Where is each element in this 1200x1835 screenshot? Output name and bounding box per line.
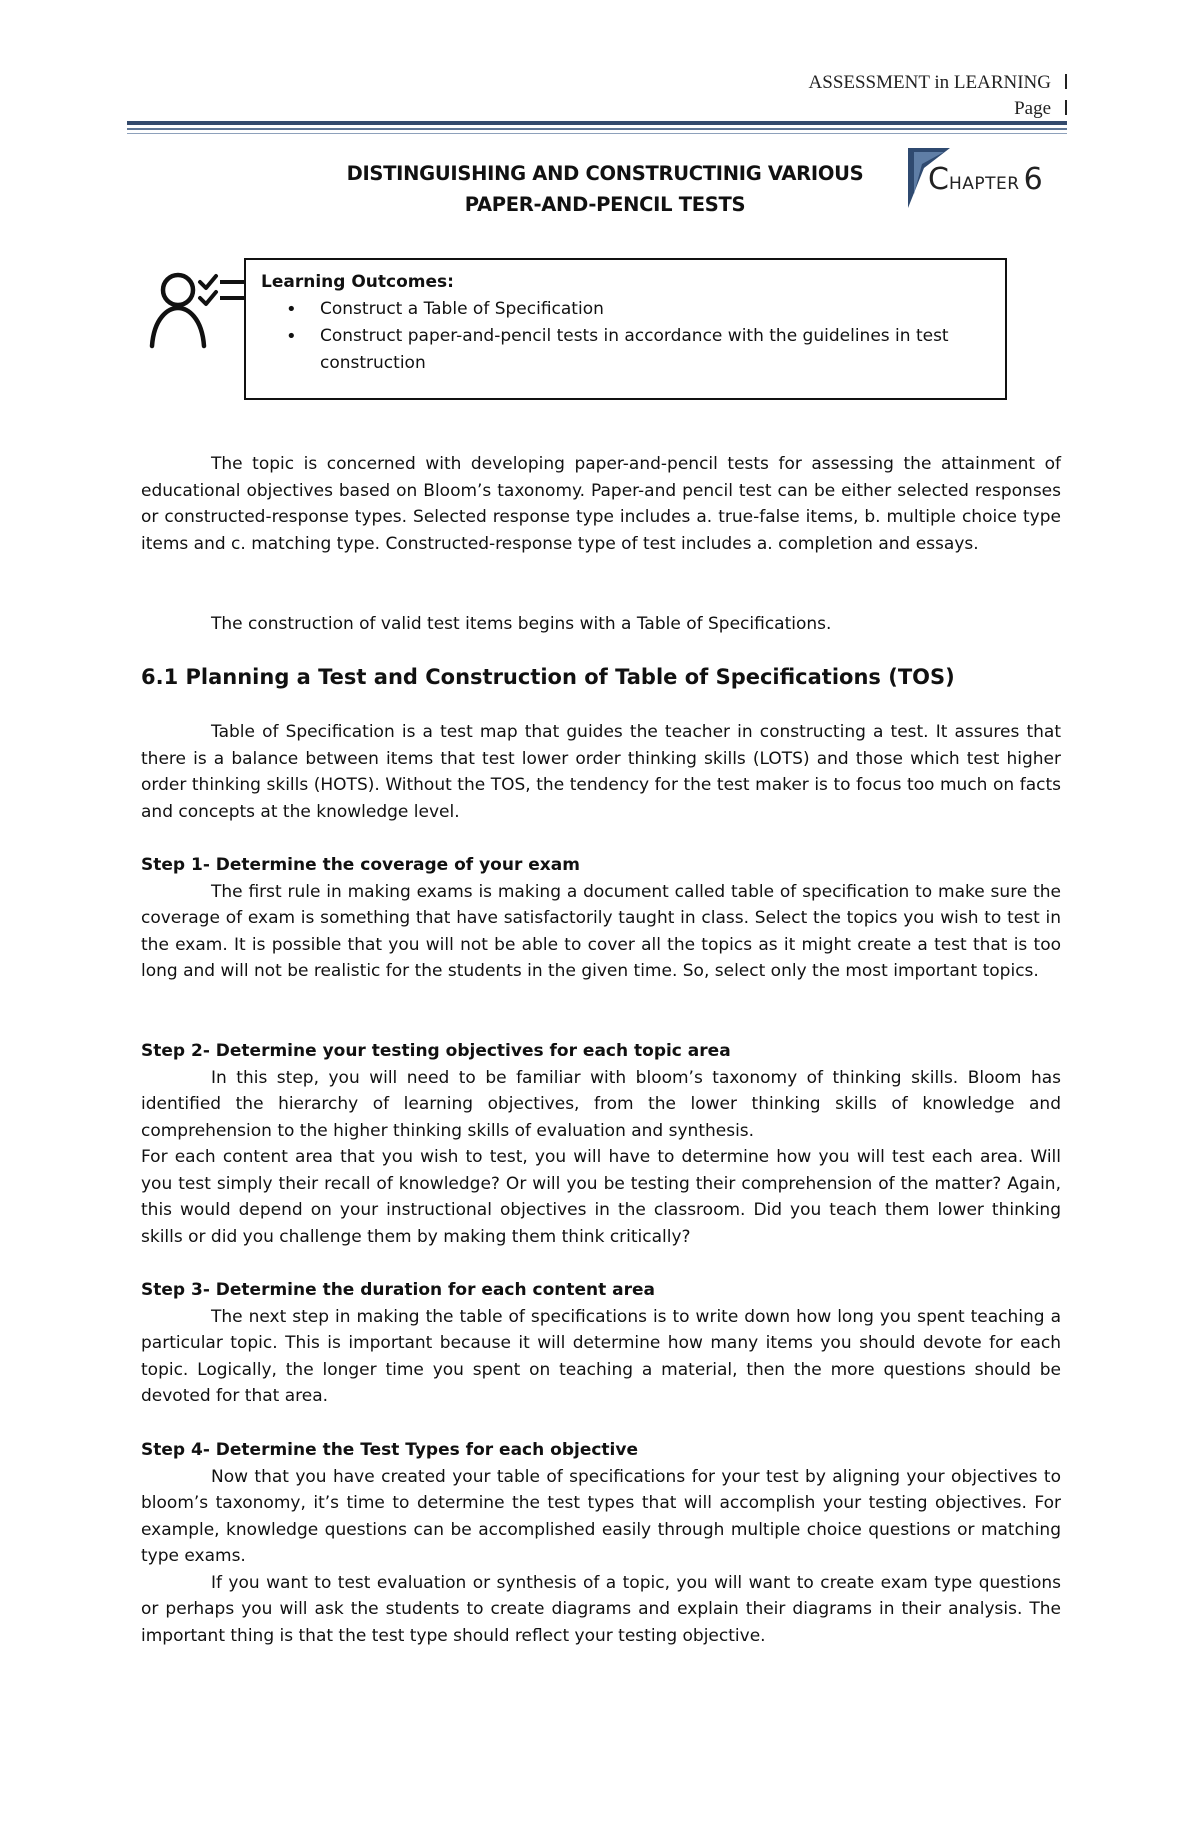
step-paragraph: If you want to test evaluation or synthesis of a topic, you will want to create exam type questions or perhaps you will ask the students to create diagrams and explain their diagrams in their analysis. The important thing is that the test type should reflect your testing objective.	[141, 1572, 1061, 1646]
step-4	[141, 1437, 1061, 1649]
chapter-number: 6	[1023, 162, 1043, 197]
step-heading: Step 4- Determine the Test Types for each objective	[141, 1440, 638, 1460]
running-header	[809, 70, 1067, 122]
step-3	[141, 1277, 1061, 1410]
intro-paragraph: The topic is concerned with developing paper-and-pencil tests for assessing the attainment of educational objectives based on Bloom’s taxonomy. Paper-and pencil test can be either selected responses or constructed-response types. Selected response type includes a. true-false items, b. multiple choice type items and c. matching type. Constructed-response type of test includes a. completion and essays.	[141, 454, 1061, 554]
section-paragraph: Table of Specification is a test map that guides the teacher in constructing a test. It assures that there is a balance between items that test lower order thinking skills (LOTS) and those which test higher order thinking skills (HOTS). Without the TOS, the tendency for the test maker is to focus too much on facts and concepts at the knowledge level.	[141, 722, 1061, 822]
header-bar	[1065, 74, 1067, 89]
chapter-title-line1: DISTINGUISHING AND CONSTRUCTINIG VARIOUS	[346, 162, 864, 185]
step-heading: Step 2- Determine your testing objectives for each topic area	[141, 1041, 731, 1061]
step-heading: Step 3- Determine the duration for each content area	[141, 1280, 656, 1300]
step-1	[141, 852, 1061, 985]
page-label: Page	[1014, 98, 1051, 119]
header-rule-thin	[127, 133, 1067, 134]
course-title: ASSESSMENT in LEARNING	[808, 72, 1051, 93]
step-heading: Step 1- Determine the coverage of your exam	[141, 855, 580, 875]
page-bar	[1065, 100, 1067, 115]
header-rule-thick	[127, 121, 1067, 125]
chapter-rest: HAPTER	[948, 174, 1020, 194]
chapter-badge	[900, 146, 1050, 210]
learning-outcome-item: • Construct a Table of Specification	[320, 296, 991, 323]
step-paragraph: The first rule in making exams is making a document called table of specification to make sure the coverage of exam is something that have satisfactorily taught in class. Select the topics you wish to test in the exam. It is possible that you will not be able to cover all the topics as it might create a test that is too long and will not be realistic for the students in the given time. So, select only the most important topics.	[141, 881, 1061, 981]
chapter-title	[300, 158, 910, 220]
learning-outcomes-box	[244, 258, 1007, 400]
section-heading: 6.1 Planning a Test and Construction of Table of Specifications (TOS)	[141, 665, 955, 689]
chapter-title-line2: PAPER-AND-PENCIL TESTS	[464, 193, 746, 216]
learning-outcomes-list	[261, 296, 991, 377]
chapter-initial: C	[928, 162, 949, 197]
chapter-label	[928, 162, 1043, 197]
intro-paragraph-tos: The construction of valid test items begins with a Table of Specifications.	[211, 614, 832, 634]
step-paragraph: The next step in making the table of specifications is to write down how long you spent teaching a particular topic. This is important because it will determine how many items you should devote for each topic. Logically, the longer time you spent on teaching a material, then the more questions should be devoted for that area.	[141, 1306, 1061, 1406]
step-paragraph: For each content area that you wish to test, you will have to determine how you will test each area. Will you test simply their recall of knowledge? Or will you be testing their comprehension of the matter? Again, this would depend on your instructional objectives in the classroom. Did you teach them lower thinking skills or did you challenge them by making them think critically?	[141, 1147, 1061, 1247]
step-paragraph: Now that you have created your table of specifications for your test by aligning your objectives to bloom’s taxonomy, it’s time to determine the test types that will accomplish your testing objectives. For example, knowledge questions can be accomplished easily through multiple choice questions or matching type exams.	[141, 1466, 1061, 1566]
learning-outcomes-label: Learning Outcomes:	[261, 272, 454, 292]
step-2	[141, 1038, 1061, 1250]
learner-checklist-icon	[148, 268, 248, 354]
learning-outcome-item: • Construct paper-and-pencil tests in accordance with the guidelines in test construction	[320, 323, 991, 377]
header-rule-medium	[127, 128, 1067, 130]
step-paragraph: In this step, you will need to be familiar with bloom’s taxonomy of thinking skills. Bloom has identified the hierarchy of learning objectives, from the lower thinking skills of knowledge and comprehension to the higher thinking skills of evaluation and synthesis.	[141, 1067, 1061, 1141]
